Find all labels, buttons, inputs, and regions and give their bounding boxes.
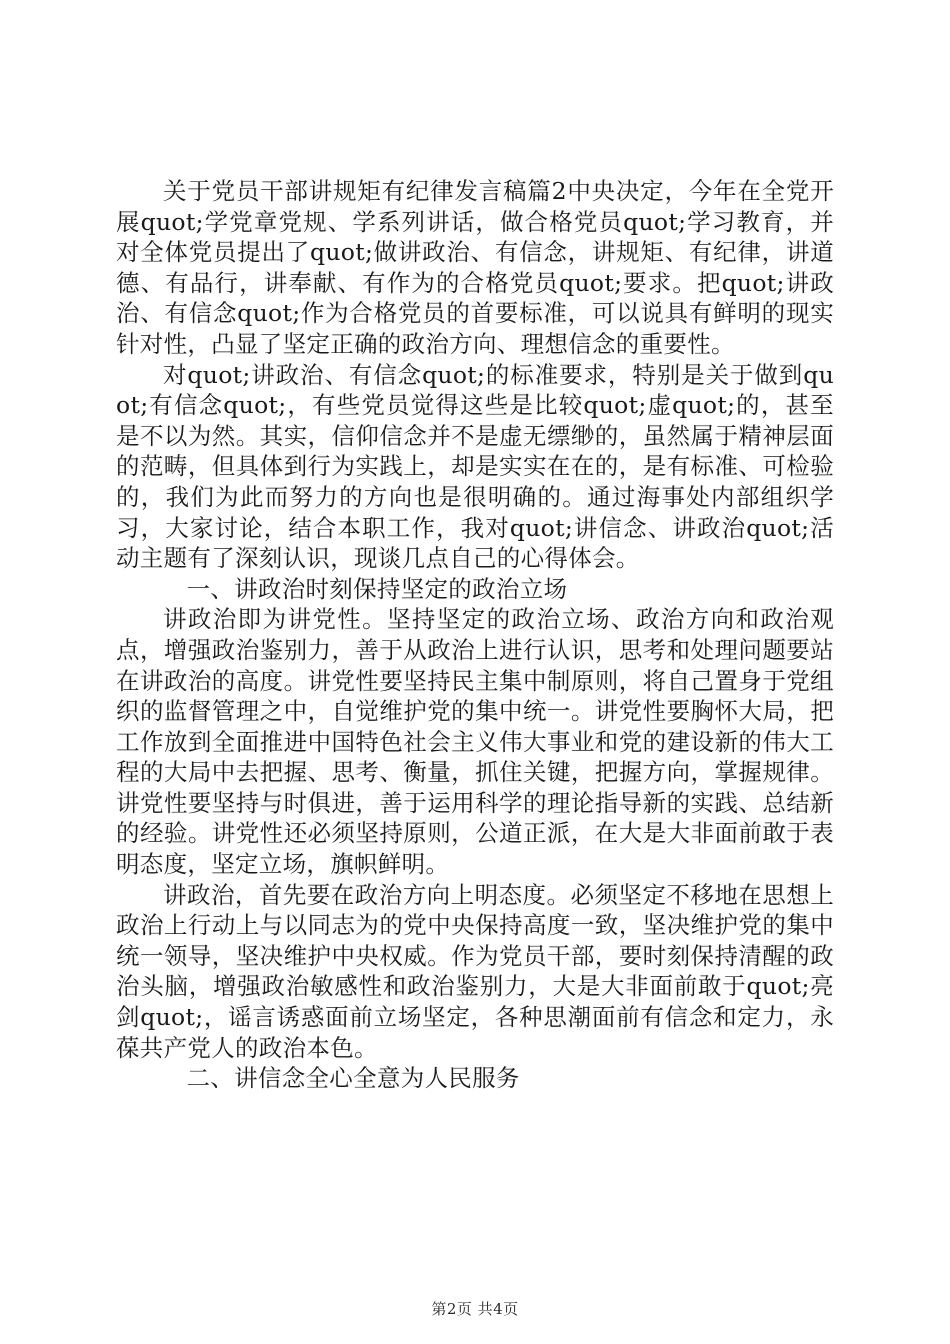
document-body bbox=[116, 176, 834, 1094]
paragraph-political-direction: 讲政治，首先要在政治方向上明态度。必须坚定不移地在思想上政治上行动上与以同志为的党中央保持高度一致，坚决维护党的集中统一领导，坚决维护中央权威。作为党员干部，要时刻保持清醒的政治头脑，增强政治敏感性和政治鉴别力，大是大非面前敢于quot;亮剑quot;，谣言诱惑面前立场坚定，各种思潮面前有信念和定力，永葆共产党人的政治本色。 bbox=[116, 880, 834, 1062]
paragraph-beliefs: 对quot;讲政治、有信念quot;的标准要求，特别是关于做到quot;有信念quot;，有些党员觉得这些是比较quot;虚quot;的，甚至是不以为然。其实，信仰信念并不是虚无缥缈的，虽然属于精神层面的范畴，但具体到行为实践上，却是实实在在的，是有标准、可检验的，我们为此而努力的方向也是很明确的。通过海事处内部组织学习，大家讨论，结合本职工作，我对quot;讲信念、讲政治quot;活动主题有了深刻认识，现谈几点自己的心得体会。 bbox=[116, 360, 834, 573]
section-heading-politics: 一、讲政治时刻保持坚定的政治立场 bbox=[186, 574, 568, 603]
paragraph-party-spirit: 讲政治即为讲党性。坚持坚定的政治立场、政治方向和政治观点，增强政治鉴别力，善于从政治上进行认识，思考和处理问题要站在讲政治的高度。讲党性要坚持民主集中制原则，将自己置身于党组织的监督管理之中，自觉维护党的集中统一。讲党性要胸怀大局，把工作放到全面推进中国特色社会主义伟大事业和党的建设新的伟大工程的大局中去把握、思考、衡量，抓住关键，把握方向，掌握规律。讲党性要坚持与时俱进，善于运用科学的理论指导新的实践、总结新的经验。讲党性还必须坚持原则，公道正派，在大是大非面前敢于表明态度，坚定立场，旗帜鲜明。 bbox=[116, 605, 834, 879]
paragraph-intro: 关于党员干部讲规矩有纪律发言稿篇2中央决定，今年在全党开展quot;学党章党规、学系列讲话，做合格党员quot;学习教育，并对全体党员提出了quot;做讲政治、有信念，讲规矩、有纪律，讲道德、有品行，讲奉献、有作为的合格党员quot;要求。把quot;讲政治、有信念quot;作为合格党员的首要标准，可以说具有鲜明的现实针对性，凸显了坚定正确的政治方向、理想信念的重要性。 bbox=[116, 177, 834, 358]
page-number-footer: 第2页 共4页 bbox=[431, 1300, 519, 1318]
section-heading-beliefs: 二、讲信念全心全意为人民服务 bbox=[186, 1064, 520, 1093]
